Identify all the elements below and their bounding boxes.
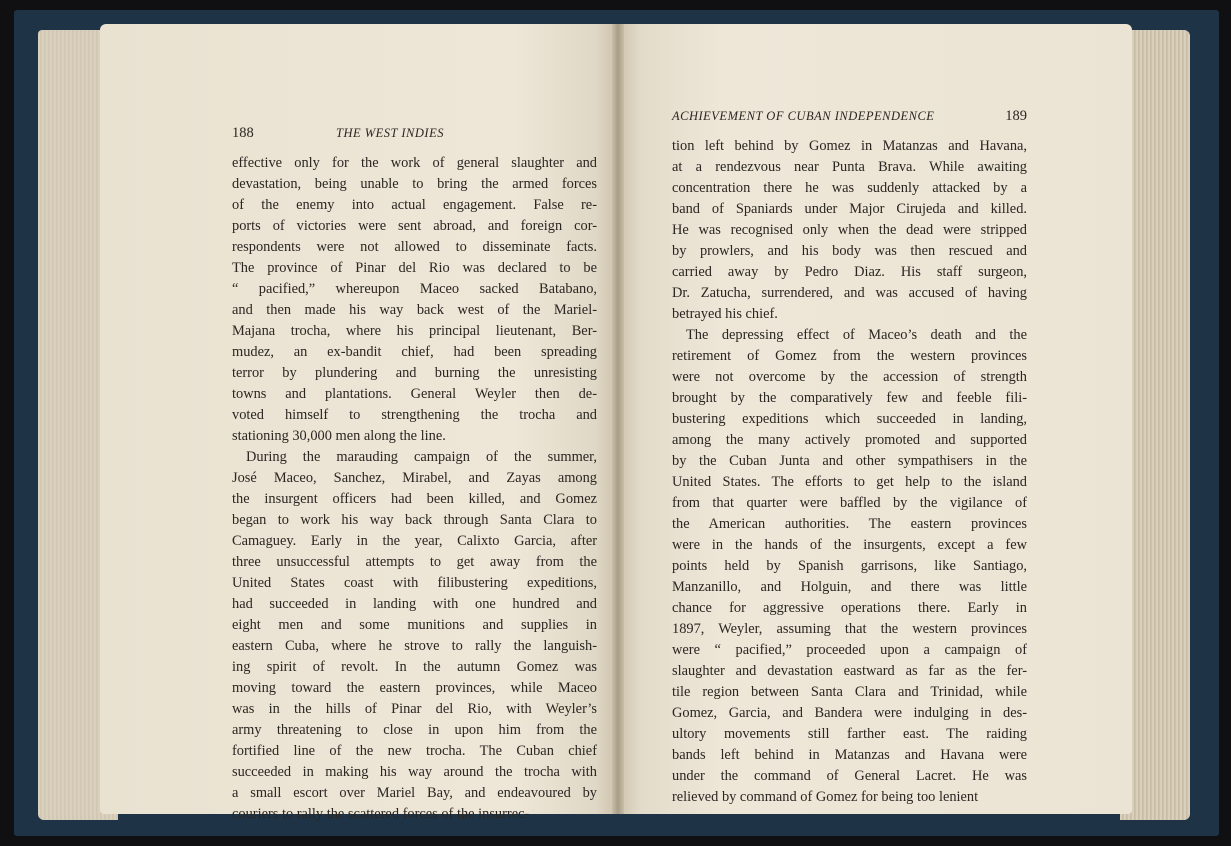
text-line: were not overcome by the accession of strength [672,369,1027,385]
text-line: had succeeded in landing with one hundred and [232,596,597,612]
text-line: under the command of General Lacret. He was [672,768,1027,784]
text-line: eight men and some munitions and supplies in [232,617,597,633]
right-running-header [672,108,1027,132]
book-gutter [612,24,624,814]
text-line: “ pacified,” whereupon Maceo sacked Batabano, [232,281,597,297]
text-line: were “ pacified,” proceeded upon a campaign of [672,642,1027,658]
text-line: points held by Spanish garrisons, like Santiago, [672,558,1027,574]
text-line: the American authorities. The eastern provinces [672,516,1027,532]
text-line: a small escort over Mariel Bay, and endeavoured by [232,785,597,801]
text-line: brought by the comparatively few and feeble fili- [672,390,1027,406]
text-line: slaughter and devastation eastward as far as the fer- [672,663,1027,679]
text-line: He was recognised only when the dead were stripped [672,222,1027,238]
text-line: Camaguey. Early in the year, Calixto Garcia, after [232,533,597,549]
text-line: effective only for the work of general slaughter and [232,155,597,171]
text-line: chance for aggressive operations there. Early in [672,600,1027,616]
text-line: stationing 30,000 men along the line. [232,428,446,444]
text-line: ports of victories were sent abroad, and foreign cor- [232,218,597,234]
text-line: fortified line of the new trocha. The Cuban chief [232,743,597,759]
text-line: ing spirit of revolt. In the autumn Gomez was [232,659,597,675]
text-line: Gomez, Garcia, and Bandera were indulging in des- [672,705,1027,721]
text-line: retirement of Gomez from the western provinces [672,348,1027,364]
text-line: from that quarter were baffled by the vigilance of [672,495,1027,511]
text-line: by prowlers, and his body was then rescued and [672,243,1027,259]
left-body [232,153,597,825]
text-line: of the enemy into actual engagement. False re- [232,197,597,213]
text-line: Majana trocha, where his principal lieutenant, Ber- [232,323,597,339]
text-line: at a rendezvous near Punta Brava. While awaiting [672,159,1027,175]
text-line: army threatening to close in upon him from the [232,722,597,738]
text-line: The province of Pinar del Rio was declared to be [232,260,597,276]
text-line: couriers to rally the scattered forces of the insurrec- [232,806,530,822]
text-line: eastern Cuba, where he strove to rally the languish- [232,638,597,654]
text-line: The depressing effect of Maceo’s death and the [686,327,1027,343]
text-line: the insurgent officers had been killed, and Gomez [232,491,597,507]
right-page-number: 189 [1005,108,1027,124]
text-line: by the Cuban Junta and other sympathisers in the [672,453,1027,469]
text-line: bustering expeditions which succeeded in landing, [672,411,1027,427]
left-page-number: 188 [232,125,254,141]
text-line: Dr. Zatucha, surrendered, and was accused of having [672,285,1027,301]
text-line: was in the hills of Pinar del Rio, with Weyler’s [232,701,597,717]
text-line: relieved by command of Gomez for being too lenient [672,789,979,805]
left-running-head: THE WEST INDIES [336,126,444,140]
text-line: bands left behind in Matanzas and Havana were [672,747,1027,763]
text-line: United States coast with filibustering expeditions, [232,575,597,591]
text-line: concentration there he was suddenly attacked by a [672,180,1027,196]
text-line: José Maceo, Sanchez, Mirabel, and Zayas among [232,470,597,486]
text-line: respondents were not allowed to disseminate facts. [232,239,597,255]
text-line: and then made his way back west of the Mariel- [232,302,597,318]
right-running-head: ACHIEVEMENT OF CUBAN INDEPENDENCE [672,109,935,123]
text-line: mudez, an ex-bandit chief, had been spreading [232,344,597,360]
text-line: carried away by Pedro Diaz. His staff surgeon, [672,264,1027,280]
text-line: among the many actively promoted and supported [672,432,1027,448]
text-line: devastation, being unable to bring the armed forces [232,176,597,192]
text-line: tile region between Santa Clara and Trinidad, while [672,684,1027,700]
left-page-text [232,125,597,825]
text-line: Manzanillo, and Holguin, and there was little [672,579,1027,595]
text-line: tion left behind by Gomez in Matanzas and Havana, [672,138,1027,154]
text-line: succeeded in making his way around the trocha with [232,764,597,780]
text-line: voted himself to strengthening the trocha and [232,407,597,423]
right-body [672,136,1027,808]
text-line: During the marauding campaign of the summer, [246,449,597,465]
left-running-header [232,125,597,149]
text-line: 1897, Weyler, assuming that the western provinces [672,621,1027,637]
text-line: band of Spaniards under Major Cirujeda and killed. [672,201,1027,217]
text-line: were in the hands of the insurgents, except a few [672,537,1027,553]
text-line: three unsuccessful attempts to get away from the [232,554,597,570]
text-line: terror by plundering and burning the unresisting [232,365,597,381]
text-line: betrayed his chief. [672,306,778,322]
text-line: began to work his way back through Santa Clara to [232,512,597,528]
right-page-text [672,108,1027,808]
text-line: moving toward the eastern provinces, while Maceo [232,680,597,696]
text-line: ultory movements still farther east. The raiding [672,726,1027,742]
text-line: towns and plantations. General Weyler then de- [232,386,597,402]
text-line: United States. The efforts to get help to the island [672,474,1027,490]
